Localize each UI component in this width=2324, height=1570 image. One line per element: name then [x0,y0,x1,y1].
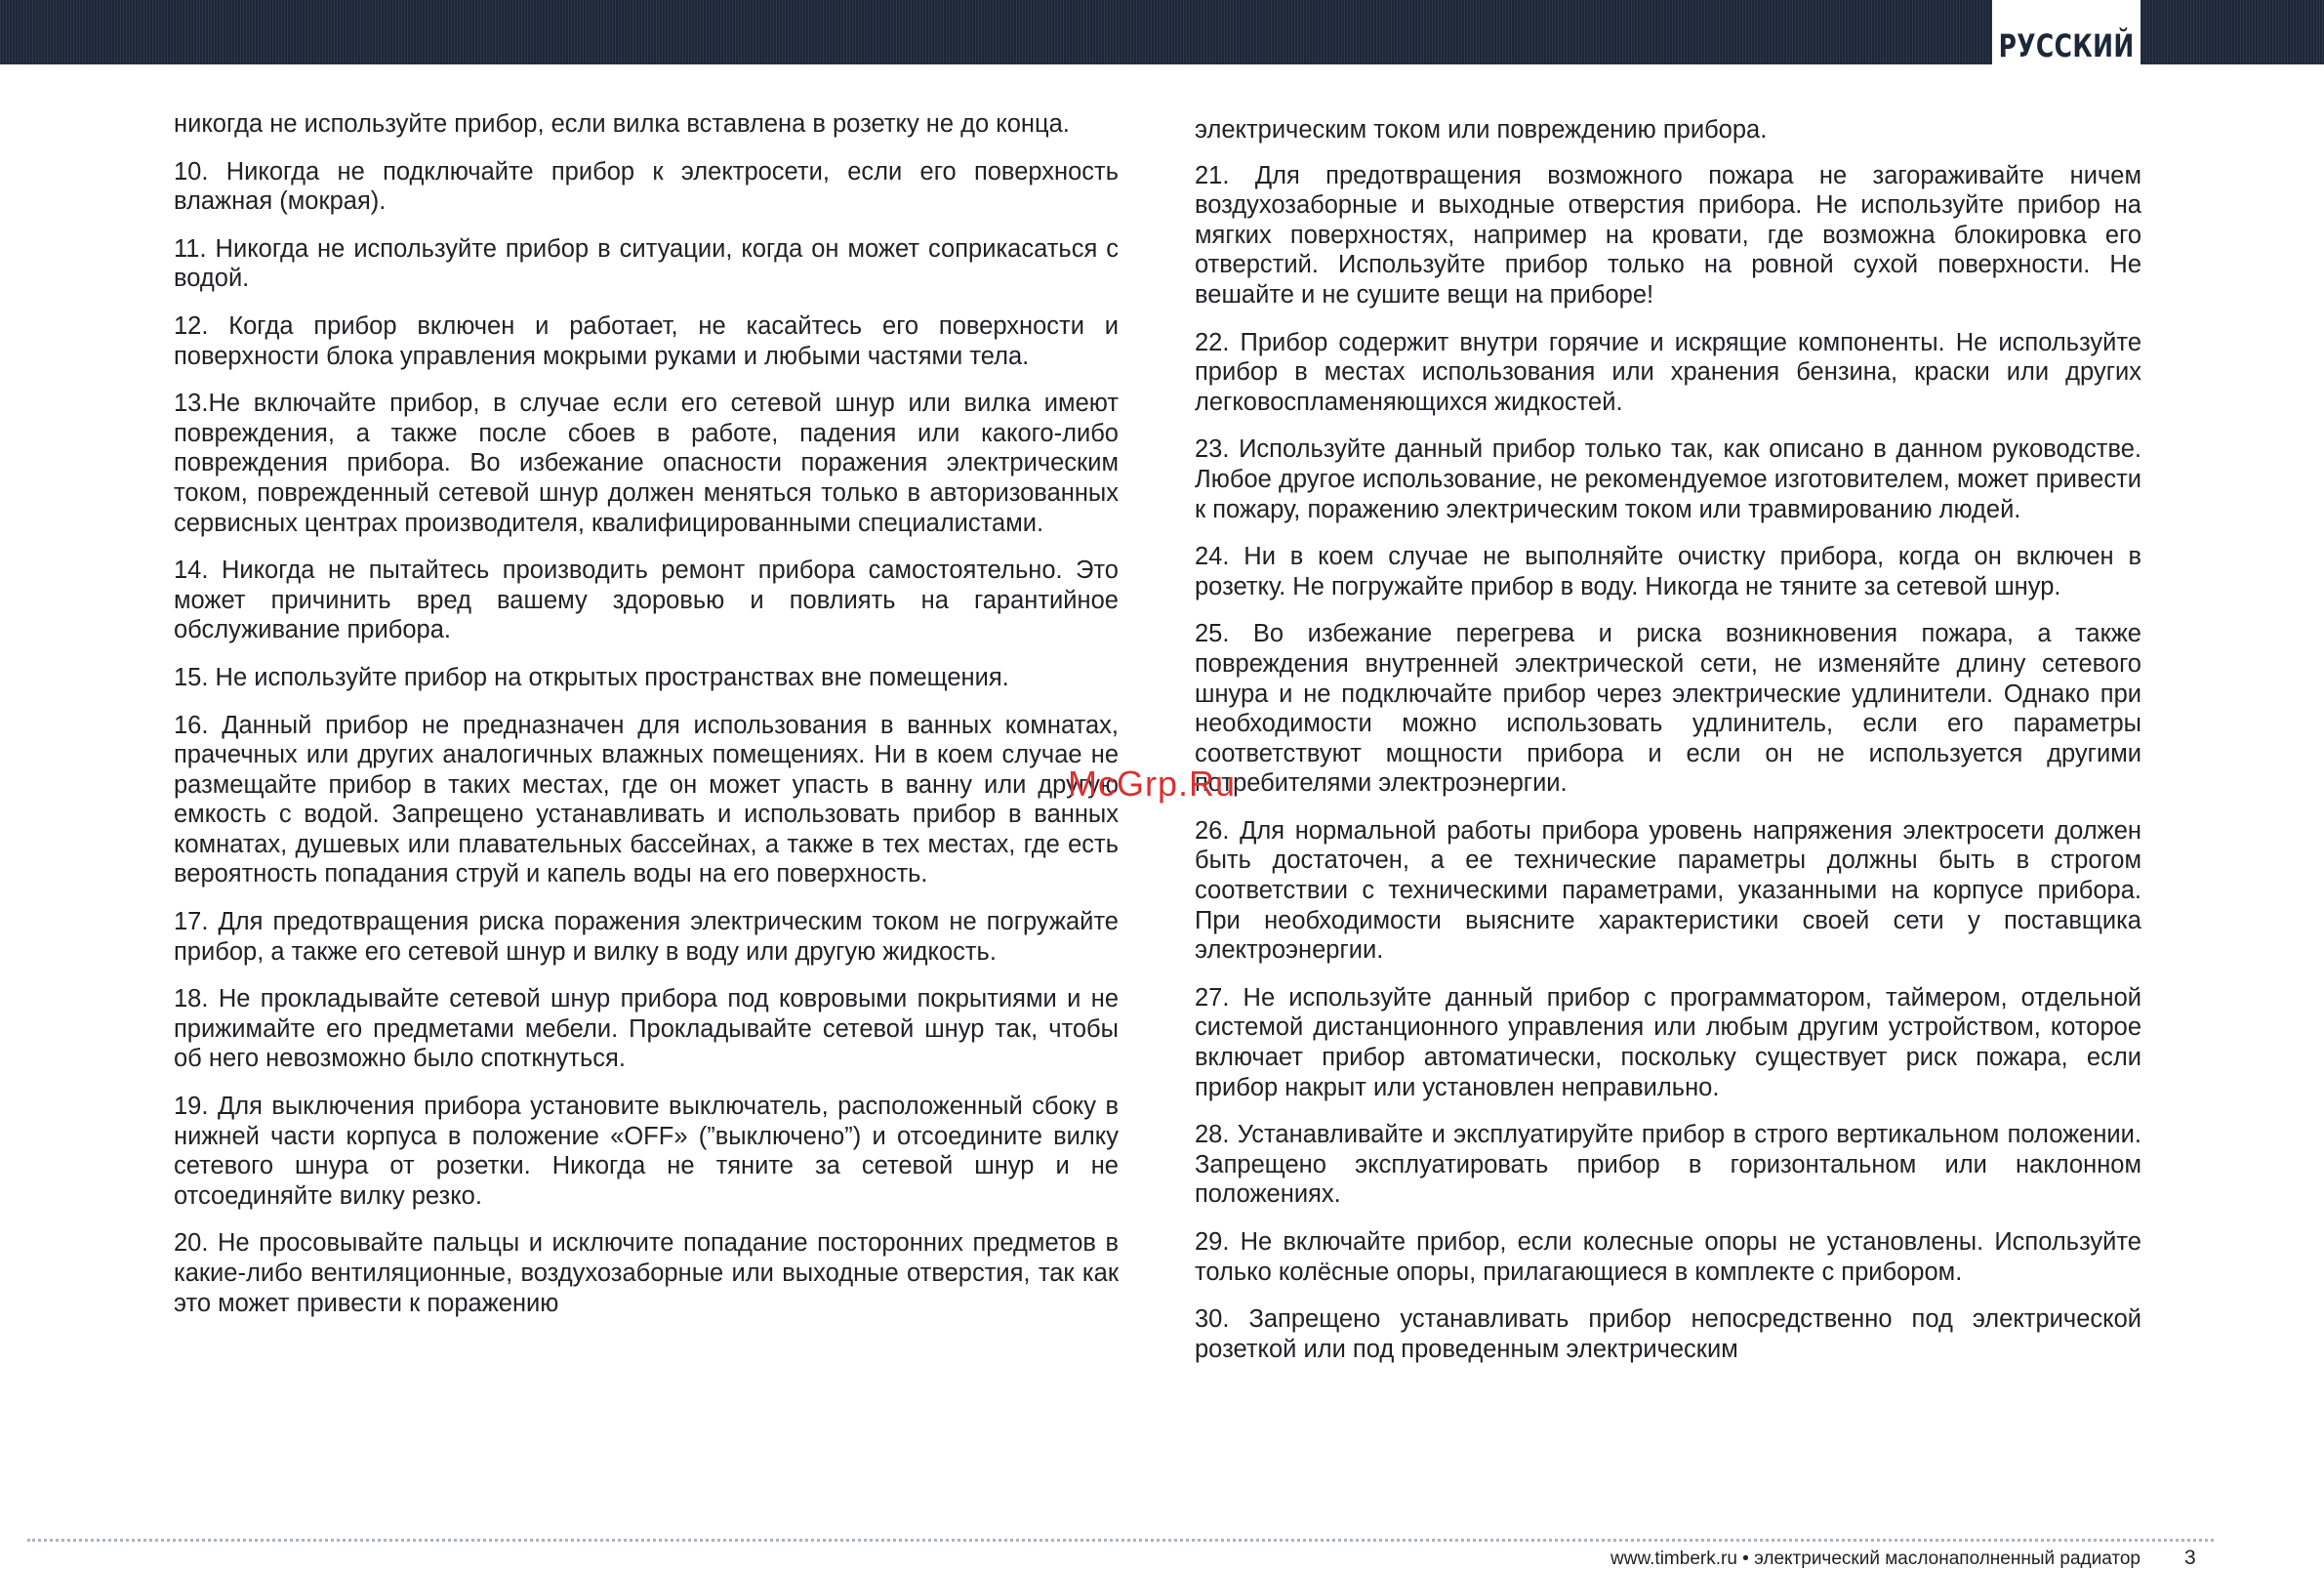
paragraph-21: 21. Для предотвращения возможного пожара не загораживайте ничем воздухозаборные и выходные отверстия прибора. Не используйте прибор на мягких поверхностях, например на кровати, где возможна блокировка его отверстий. Используйте прибор только на ровной сухой поверхности. Не вешайте и не сушите вещи на приборе! [1195,161,2141,309]
page-number: 3 [2184,1547,2196,1569]
footer-text: www.timberk.ru • электрический маслонаполненный радиатор [1610,1549,2141,1569]
paragraph-continued: никогда не используйте прибор, если вилка вставлена в розетку не до конца. [174,110,1070,138]
paragraph-29: 29. Не включайте прибор, если колесные опоры не установлены. Используйте только колёсные опоры, прилагающиеся в комплекте с прибором. [1195,1228,2141,1286]
paragraph-16: 16. Данный прибор не предназначен для использования в ванных комнатах, прачечных или других аналогичных влажных помещениях. Ни в коем случае не размещайте прибор в таких местах, где он может упасть в ванну или другую емкость с водой. Запрещено устанавливать и использовать прибор в ванных комнатах, душевых или плавательных бассейнах, а также в тех местах, где есть вероятность попадания струй и капель воды на его поверхность. [174,711,1119,888]
paragraph-27: 27. Не используйте данный прибор с программатором, таймером, отдельной системой дистанционного управления или любым другим устройством, которое включает прибор автоматически, поскольку существует риск пожара, если прибор накрыт или установлен неправильно. [1195,983,2141,1101]
right-column [1195,109,2141,1382]
paragraph-10: 10. Никогда не подключайте прибор к электросети, если его поверхность влажная (мокрая). [174,157,1119,216]
left-column [174,109,1119,1336]
paragraph-11: 11. Никогда не используйте прибор в ситуации, когда он может соприкасаться с водой. [174,234,1119,293]
paragraph-20: 20. Не просовывайте пальцы и исключите попадание посторонних предметов в какие-либо вентиляционные, воздухозаборные или выходные отверстия, так как это может привести к поражению [174,1229,1119,1317]
paragraph-15: 15. Не используйте прибор на открытых пространствах вне помещения. [174,663,1009,691]
paragraph-23: 23. Используйте данный прибор только так, как описано в данном руководстве. Любое другое использование, не рекомендуемое изготовителем, может привести к пожару, поражению электрическим током или травмированию людей. [1195,435,2141,523]
paragraph-20-continued: электрическим током или повреждению прибора. [1195,116,1768,144]
paragraph-14: 14. Никогда не пытайтесь производить ремонт прибора самостоятельно. Это может причинить вред вашему здоровью и повлиять на гарантийное обслуживание прибора. [174,557,1119,644]
paragraph-25: 25. Во избежание перегрева и риска возникновения пожара, а также повреждения внутренней электрической сети, не изменяйте длину сетевого шнура и не подключайте прибор через электрические удлинители. Однако при необходимости можно использовать удлинитель, если его параметры соответствуют мощности прибора и если он не используется другими потребителями электроэнергии. [1195,620,2141,798]
language-label: РУССКИЙ [1998,27,2135,64]
watermark: McGrp.Ru [1068,764,1237,804]
paragraph-30: 30. Запрещено устанавливать прибор непосредственно под электрической розеткой или под проведенным электрическим [1195,1305,2141,1363]
paragraph-13: 13.Не включайте прибор, в случае если его сетевой шнур или вилка имеют повреждения, а также после сбоев в работе, падения или какого-либо повреждения прибора. Во избежание опасности поражения электрическим током, поврежденный сетевой шнур должен меняться только в авторизованных сервисных центрах производителя, квалифицированными специалистами. [174,390,1119,537]
paragraph-17: 17. Для предотвращения риска поражения электрическим током не погружайте прибор, а также его сетевой шнур и вилку в воду или другую жидкость. [174,908,1119,966]
header-band [0,0,2324,64]
paragraph-26: 26. Для нормальной работы прибора уровень напряжения электросети должен быть достаточен, а ее технические параметры должны быть в строгом соответствии с техническими параметрами, указанными на корпусе прибора. При необходимости выясните характеристики своей сети у поставщика электроэнергии. [1195,816,2141,965]
language-tab [1992,0,2141,76]
footer-dotted-divider [27,1539,2214,1542]
paragraph-28: 28. Устанавливайте и эксплуатируйте прибор в строго вертикальном положении. Запрещено эксплуатировать прибор в горизонтальном или наклонном положениях. [1195,1121,2141,1209]
paragraph-19: 19. Для выключения прибора установите выключатель, расположенный сбоку в нижней части корпуса в положение «OFF» (”выключено”) и отсоедините вилку сетевого шнура от розетки. Никогда не тяните за сетевой шнур и не отсоединяйте вилку резко. [174,1093,1119,1210]
paragraph-24: 24. Ни в коем случае не выполняйте очистку прибора, когда он включен в розетку. Не погружайте прибор в воду. Никогда не тяните за сетевой шнур. [1195,543,2141,600]
paragraph-22: 22. Прибор содержит внутри горячие и искрящие компоненты. Не используйте прибор в местах использования или хранения бензина, краски или других легковоспламеняющихся жидкостей. [1195,328,2141,416]
paragraph-18: 18. Не прокладывайте сетевой шнур прибора под ковровыми покрытиями и не прижимайте его предметами мебели. Прокладывайте сетевой шнур так, чтобы об него невозможно было споткнуться. [174,985,1119,1073]
paragraph-12: 12. Когда прибор включен и работает, не касайтесь его поверхности и поверхности блока управления мокрыми руками и любыми частями тела. [174,311,1119,370]
